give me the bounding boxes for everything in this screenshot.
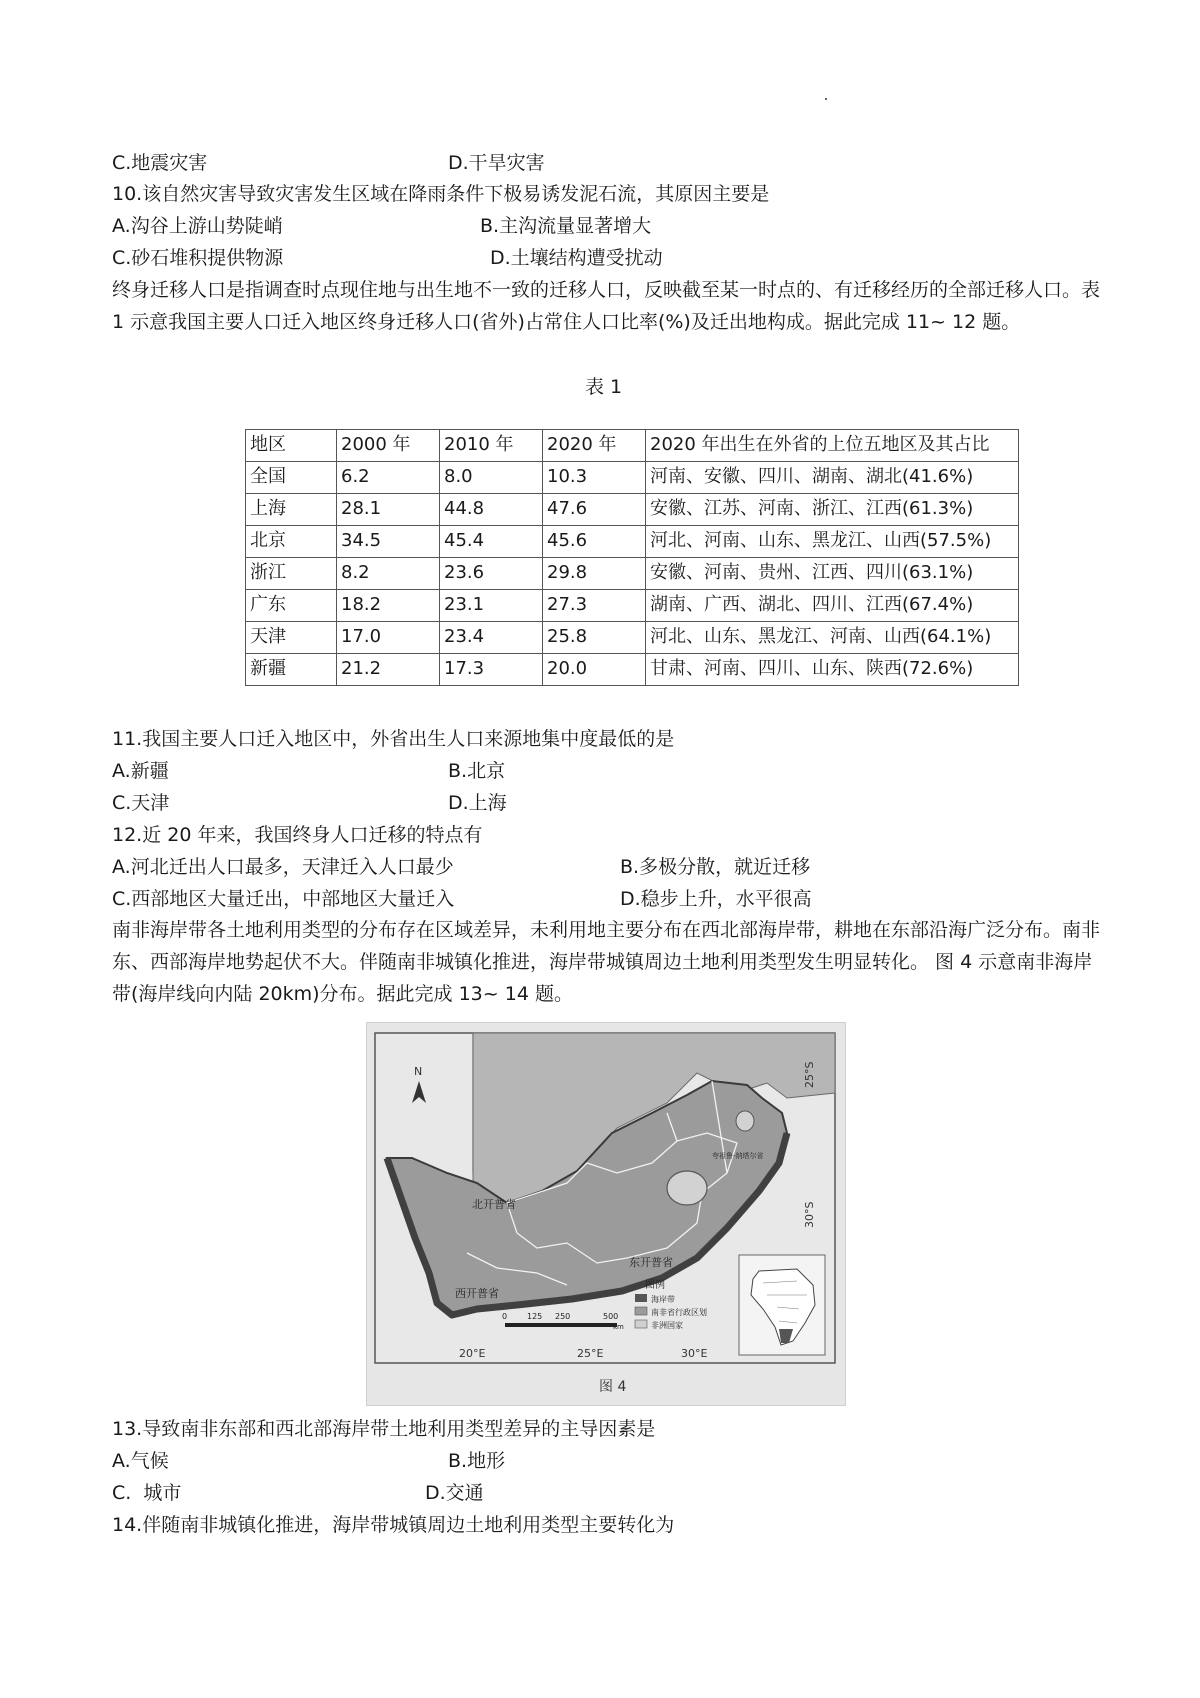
q9-option-d: D.干旱灾害 [448,152,545,174]
label-eastern-cape: 东开普省 [629,1256,673,1269]
cell-top-five: 河北、山东、黑龙江、河南、山西(64.1%) [646,622,1019,654]
cell-2000: 6.2 [337,462,440,494]
q12-option-c: C.西部地区大量迁出，中部地区大量迁入 [112,888,455,910]
lon-label-25e: 25°E [577,1347,604,1360]
legend-swatch-province [635,1307,647,1315]
scale-label-250: 250 [555,1312,571,1321]
legend-item-african-country: 非洲国家 [651,1321,683,1330]
scan-speck [825,98,827,100]
lat-label-30s: 30°S [803,1201,816,1228]
cell-top-five: 安徽、河南、贵州、江西、四川(63.1%) [646,558,1019,590]
q11-option-a: A.新疆 [112,760,169,782]
q11-option-c: C.天津 [112,792,170,814]
cell-top-five: 河南、安徽、四川、湖南、湖北(41.6%) [646,462,1019,494]
cell-2000: 34.5 [337,526,440,558]
header-region: 地区 [246,430,337,462]
cell-2020: 10.3 [543,462,646,494]
q10-option-a: A.沟谷上游山势陡峭 [112,215,283,237]
table-header-row [246,430,1019,462]
q10-option-c: C.砂石堆积提供物源 [112,247,284,269]
table-caption: 表 1 [585,376,623,398]
table-row [246,622,1019,654]
legend-swatch-coastal [635,1294,647,1302]
label-western-cape: 西开普省 [455,1287,499,1300]
cell-region: 全国 [246,462,337,494]
scale-label-km: km [613,1323,624,1331]
q12-stem: 12.近 20 年来，我国终身人口迁移的特点有 [112,824,483,846]
cell-region: 广东 [246,590,337,622]
cell-2010: 23.1 [440,590,543,622]
q12-option-a: A.河北迁出人口最多，天津迁入人口最少 [112,856,454,878]
header-2010: 2010 年 [440,430,543,462]
cell-2000: 28.1 [337,494,440,526]
intro-paragraph-1: 终身迁移人口是指调查时点现住地与出生地不一致的迁移人口，反映截至某一时点的、有迁移经历的全部迁移人口。表 1 示意我国主要人口迁入地区终身迁移人口(省外)占常住人口比率(%)及迁出地构成。据此完成 11~ 12 题。 [112,279,1101,333]
scale-label-0: 0 [502,1312,508,1321]
cell-2020: 25.8 [543,622,646,654]
table-row [246,526,1019,558]
q13-option-d: D.交通 [425,1482,484,1504]
cell-top-five: 甘肃、河南、四川、山东、陕西(72.6%) [646,654,1019,686]
q12-option-b: B.多极分散，就近迁移 [620,856,811,878]
header-top-five: 2020 年出生在外省的上位五地区及其占比 [646,430,1019,462]
figure-caption: 图 4 [599,1379,627,1395]
legend-swatch-african-country [635,1320,647,1328]
cell-2020: 20.0 [543,654,646,686]
lon-label-30e: 30°E [681,1347,708,1360]
cell-top-five: 河北、河南、山东、黑龙江、山西(57.5%) [646,526,1019,558]
label-kwazulu-natal: 夸祖鲁-纳塔尔省 [712,1152,764,1160]
q12-option-d: D.稳步上升，水平很高 [620,888,812,910]
table-row [246,590,1019,622]
cell-2010: 17.3 [440,654,543,686]
q10-option-d: D.土壤结构遭受扰动 [490,247,663,269]
legend-item-coastal: 海岸带 [651,1295,675,1304]
cell-2010: 45.4 [440,526,543,558]
cell-region: 北京 [246,526,337,558]
table-row [246,462,1019,494]
north-label: N [414,1065,423,1078]
table-row [246,558,1019,590]
table-row [246,654,1019,686]
cell-2020: 29.8 [543,558,646,590]
q9-option-c: C.地震灾害 [112,152,208,174]
lat-label-25s: 25°S [803,1061,816,1088]
cell-2010: 8.0 [440,462,543,494]
q10-stem: 10.该自然灾害导致灾害发生区域在降雨条件下极易诱发泥石流，其原因主要是 [112,183,770,205]
cell-2020: 47.6 [543,494,646,526]
cell-region: 上海 [246,494,337,526]
lesotho [667,1171,707,1205]
eswatini [736,1111,754,1131]
cell-region: 浙江 [246,558,337,590]
cell-2020: 45.6 [543,526,646,558]
q11-stem: 11.我国主要人口迁入地区中，外省出生人口来源地集中度最低的是 [112,728,675,750]
q10-option-b: B.主沟流量显著增大 [480,215,652,237]
cell-top-five: 安徽、江苏、河南、浙江、江西(61.3%) [646,494,1019,526]
cell-2010: 23.6 [440,558,543,590]
q13-option-a: A.气候 [112,1450,169,1472]
cell-2010: 44.8 [440,494,543,526]
q13-option-b: B.地形 [448,1450,506,1472]
intro-paragraph-2: 南非海岸带各土地利用类型的分布存在区域差异，未利用地主要分布在西北部海岸带，耕地在东部沿海广泛分布。南非东、西部海岸地势起伏不大。伴随南非城镇化推进，海岸带城镇周边土地利用类型发生明显转化。 图 4 示意南非海岸带(海岸线向内陆 20km)分布。据此完成 13~ 14 题。 [112,919,1101,1005]
header-2020: 2020 年 [543,430,646,462]
q11-option-b: B.北京 [448,760,506,782]
scale-label-500: 500 [603,1312,619,1321]
label-northern-cape: 北开普省 [472,1198,516,1211]
scale-bar [505,1323,617,1327]
header-2000: 2000 年 [337,430,440,462]
cell-region: 天津 [246,622,337,654]
cell-2000: 17.0 [337,622,440,654]
q13-option-c: C. 城市 [112,1482,182,1504]
cell-2000: 18.2 [337,590,440,622]
cell-2000: 8.2 [337,558,440,590]
cell-2010: 23.4 [440,622,543,654]
figure-4-map [366,1022,846,1406]
cell-2000: 21.2 [337,654,440,686]
map-svg [367,1023,845,1405]
cell-2020: 27.3 [543,590,646,622]
q11-option-d: D.上海 [448,792,507,814]
lon-label-20e: 20°E [459,1347,486,1360]
legend-item-province: 南非省行政区划 [651,1308,707,1317]
migration-table [245,429,1019,686]
cell-top-five: 湖南、广西、湖北、四川、江西(67.4%) [646,590,1019,622]
scale-label-125: 125 [527,1312,543,1321]
q13-stem: 13.导致南非东部和西北部海岸带土地利用类型差异的主导因素是 [112,1418,656,1440]
table-row [246,494,1019,526]
q14-stem: 14.伴随南非城镇化推进，海岸带城镇周边土地利用类型主要转化为 [112,1514,675,1536]
legend-title: 图例 [645,1280,665,1291]
cell-region: 新疆 [246,654,337,686]
